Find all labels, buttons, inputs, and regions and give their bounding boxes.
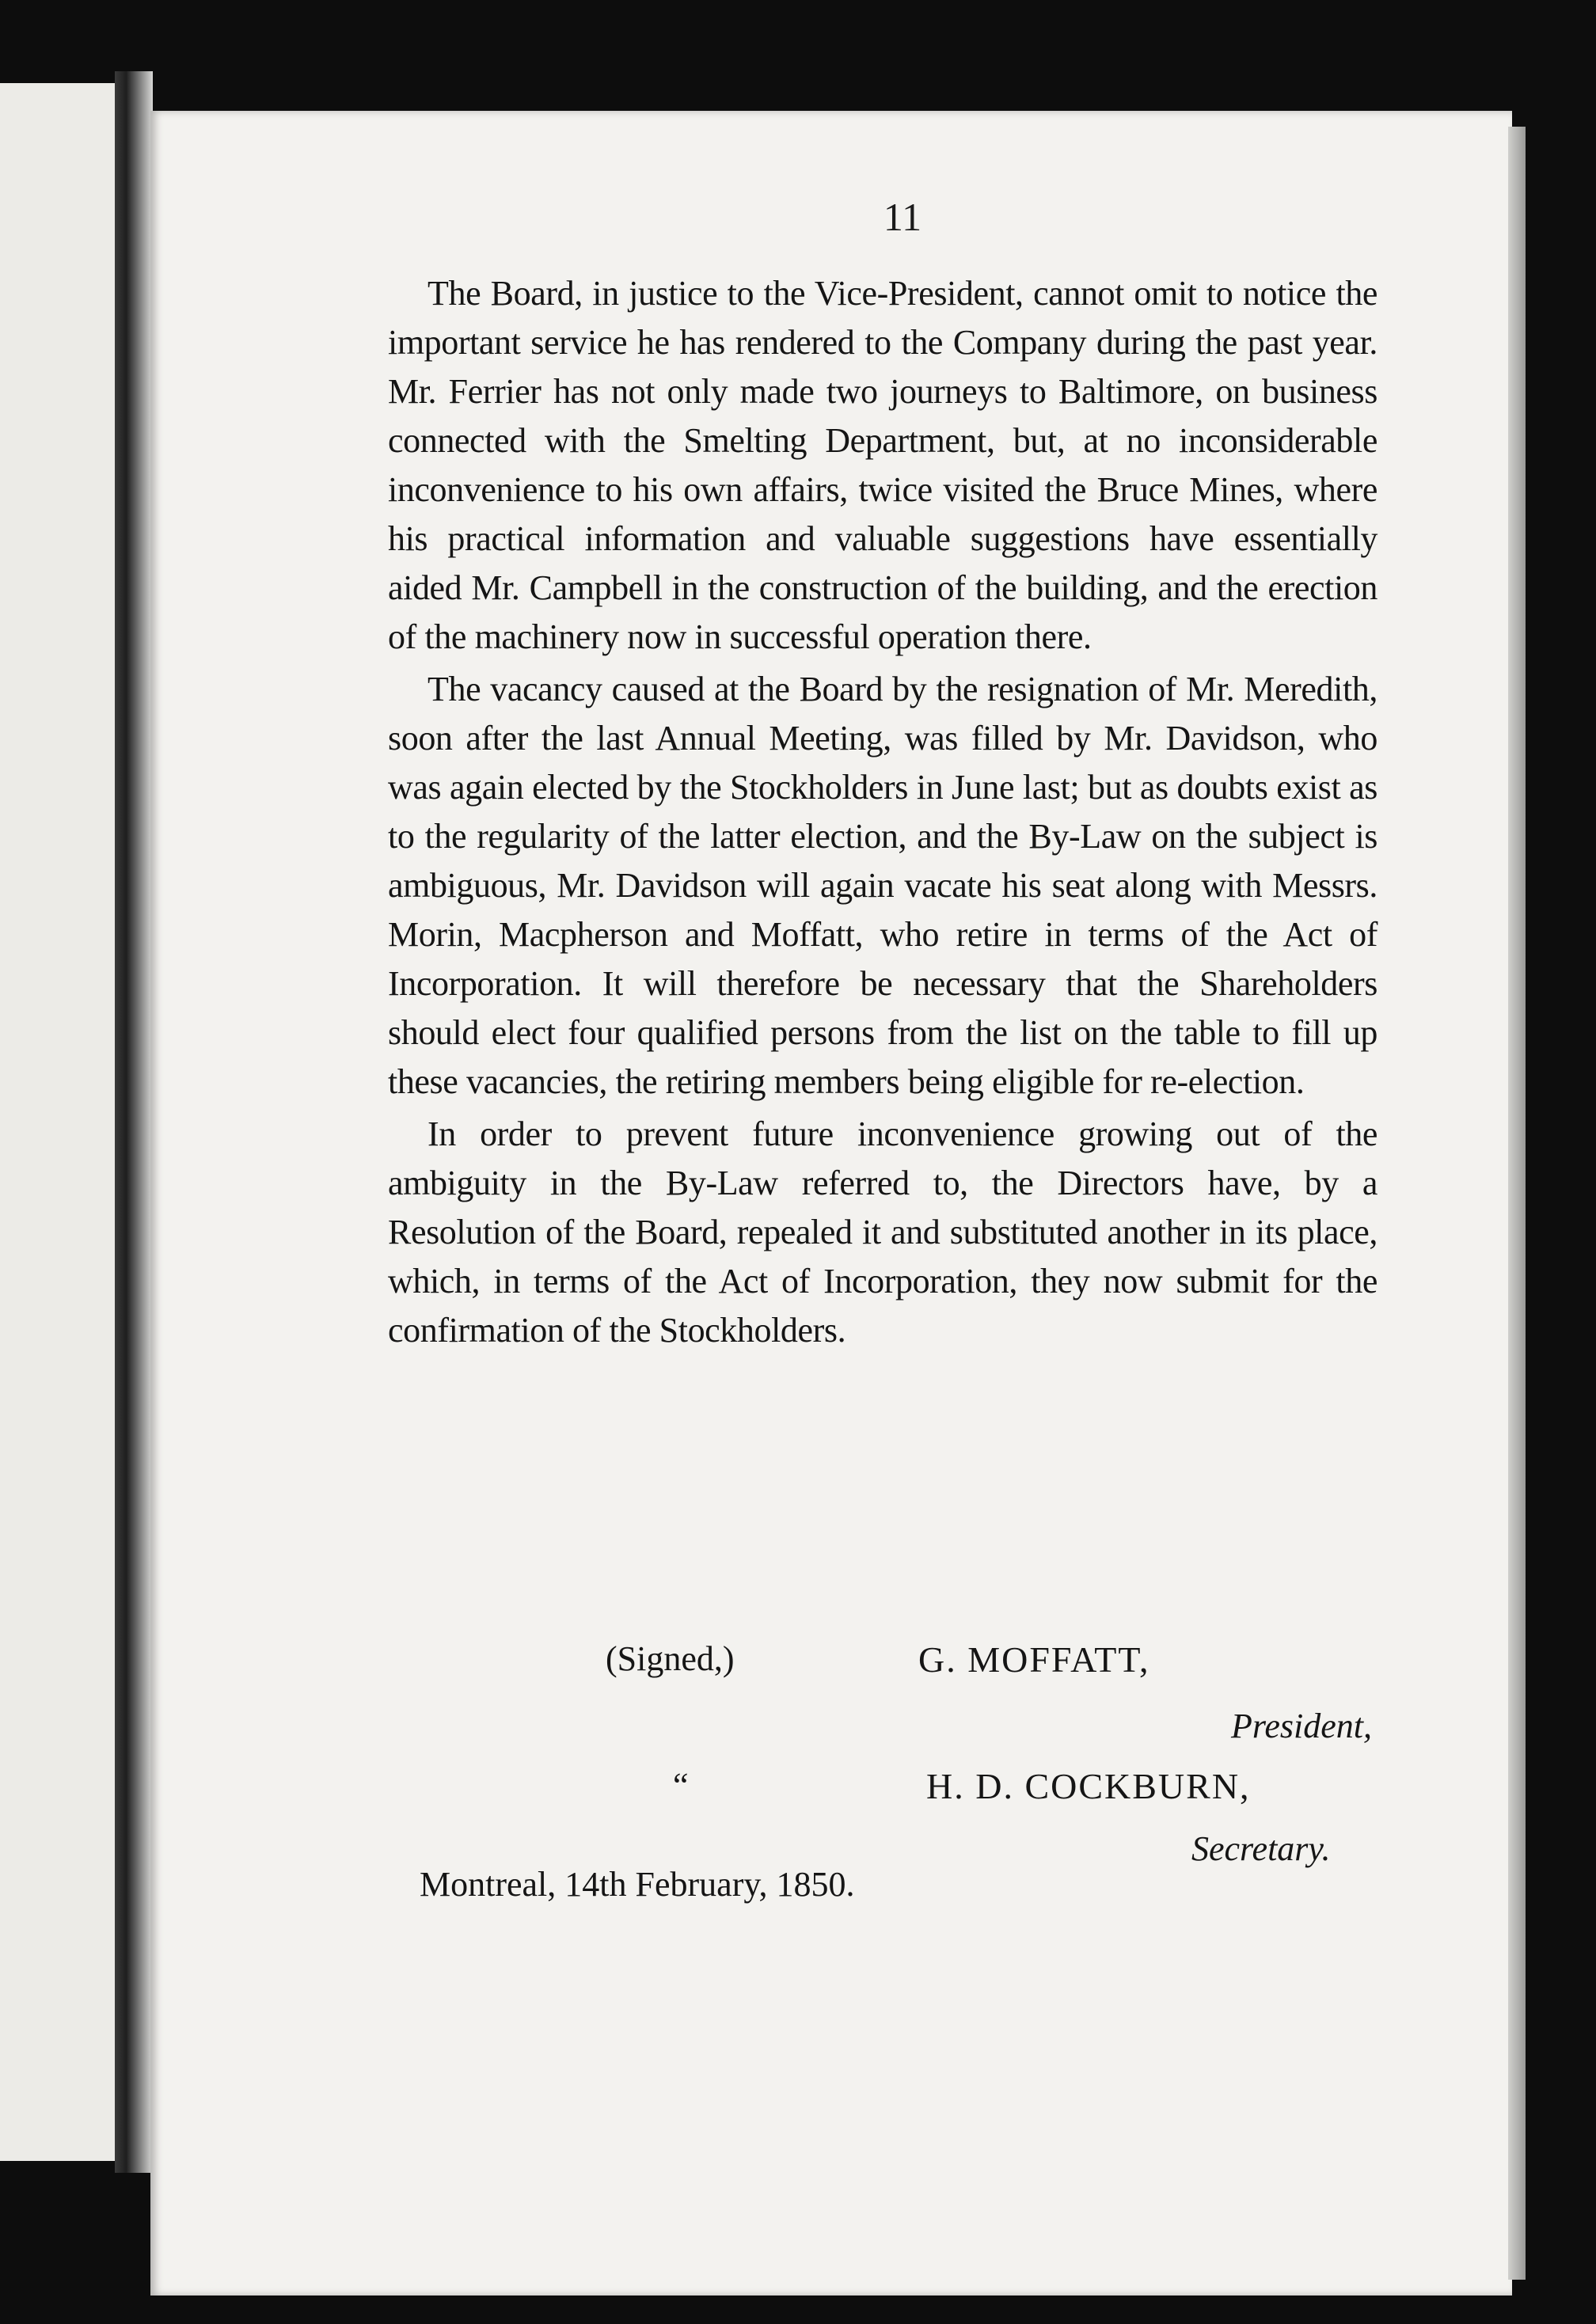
paragraph-vice-president: The Board, in justice to the Vice-President, cannot omit to notice the important service he has rendered to the Company during the past year. Mr. Ferrier has not only made two journeys to Baltimore, on business connected with the Smelting Department, but, at no inconsiderable inconvenience to his own affairs, twice visited the Bruce Mines, where his practical information and valuable suggestions have essentially aided Mr. Campbell in the construction of the building, and the erection of the machinery now in successful operation there. [388,274,1378,656]
paragraph-vacancy: The vacancy caused at the Board by the resignation of Mr. Meredith, soon after the last Annual Meeting, was filled by Mr. Davidson, who was again elected by the Stockholders in June last; but as doubts exist as to the regularity of the latter election, and the By-Law on the subject is ambiguous, Mr. Davidson will again vacate his seat along with Messrs. Morin, Macpherson and Moffatt, who retire in terms of the Act of Incorporation. It will therefore be necessary that the Shareholders should elect four qualified persons from the list on the table to fill up these vacancies, the retiring members being eligible for re-election. [388,670,1378,1101]
paragraph-by-law: In order to prevent future inconvenience growing out of the ambiguity in the By-Law referred to, the Directors have, by a Resolution of the Board, repealed it and substituted another in its place, which, in terms of the Act of Incorporation, they now submit for the confirmation of the Stockholders. [388,1115,1378,1350]
ditto-mark: “ [673,1766,689,1805]
president-title: President, [1231,1707,1372,1745]
secretary-title: Secretary. [1191,1829,1331,1868]
left-page-edge [0,83,115,2161]
date-line: Montreal, 14th February, 1850. [420,1865,855,1904]
body-text [388,269,1378,1358]
president-name: G. MOFFATT, [918,1639,1150,1680]
page-number: 11 [883,195,922,239]
signed-label: (Signed,) [606,1639,735,1678]
secretary-name: H. D. COCKBURN, [926,1766,1251,1806]
book-gutter [115,71,153,2173]
page-edge-shadow [1508,127,1526,2280]
